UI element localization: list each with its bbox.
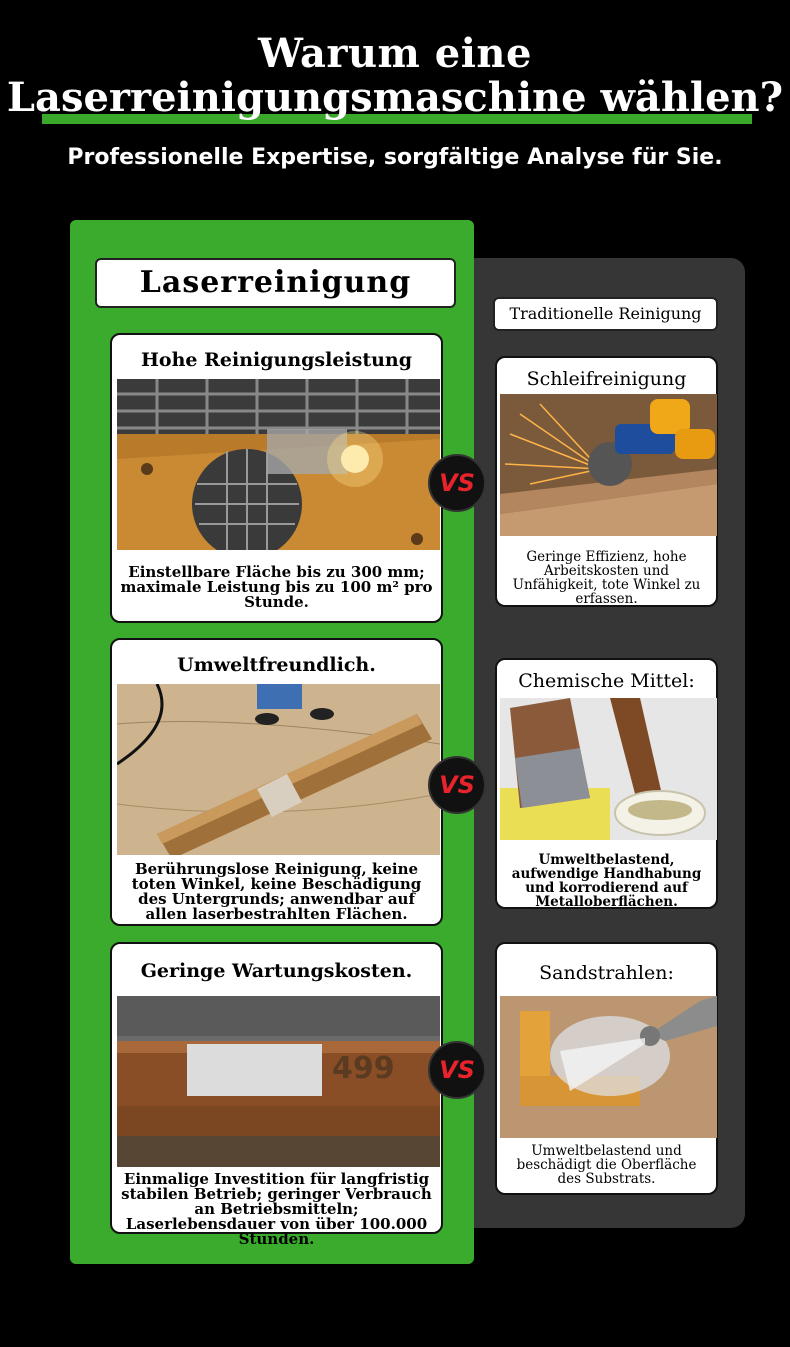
title-line-1: Warum eine (258, 30, 532, 77)
chemical-photo (500, 698, 717, 840)
card-title: Hohe Reinigungsleistung (140, 349, 413, 371)
card-text: Berührungslose Reinigung, keine toten Winkel, keine Beschädigung des Untergrunds; anwendbar auf allen laserbestrahlten Flächen. (131, 860, 422, 923)
pipe-marking: 499 (332, 1051, 395, 1086)
vs-badge-3: VS (428, 1041, 486, 1099)
trad-card-grinding (495, 356, 718, 607)
card-text: Einmalige Investition für langfristig stabilen Betrieb; geringer Verbrauch an Betriebsmitteln; Laserlebensdauer von über 100.000 Stunden. (121, 1170, 432, 1248)
vs-badge-2: VS (428, 756, 486, 814)
card-title: Chemische Mittel: (518, 670, 695, 692)
card-title: Sandstrahlen: (539, 962, 674, 984)
card-title: Schleifreinigung (526, 368, 687, 390)
card-text: Einstellbare Fläche bis zu 300 mm; maximale Leistung bis zu 100 m² pro Stunde. (120, 563, 433, 611)
laser-heading: Laserreinigung (95, 258, 456, 308)
laser-cutting-photo (117, 379, 440, 550)
laser-card-maintenance (110, 942, 443, 1248)
trad-card-sandblasting (495, 942, 718, 1195)
traditional-heading: Traditionelle Reinigung (493, 297, 718, 331)
card-text: Umweltbelastend, aufwendige Handhabung und korrodierend auf Metalloberflächen. (511, 852, 702, 910)
laser-card-efficiency (110, 333, 443, 623)
trad-card-chemical (495, 658, 718, 909)
rusty-pipe-photo (117, 996, 440, 1167)
card-title: Geringe Wartungskosten. (140, 960, 413, 982)
card-text: Geringe Effizienz, hohe Arbeitskosten und Unfähigkeit, tote Winkel zu erfassen. (512, 549, 701, 607)
pipe-cleaning-photo (117, 684, 440, 855)
subtitle: Professionelle Expertise, sorgfältige Analyse für Sie. (67, 145, 723, 170)
sandblasting-photo (500, 996, 717, 1138)
vs-badge-1: VS (428, 454, 486, 512)
grinding-photo (500, 394, 717, 536)
card-text: Umweltbelastend und beschädigt die Oberfläche des Substrats. (516, 1143, 697, 1187)
title-line-2: Laserreinigungsmaschine wählen? (6, 74, 784, 121)
card-title: Umweltfreundlich. (177, 654, 376, 676)
laser-card-eco (110, 638, 443, 926)
